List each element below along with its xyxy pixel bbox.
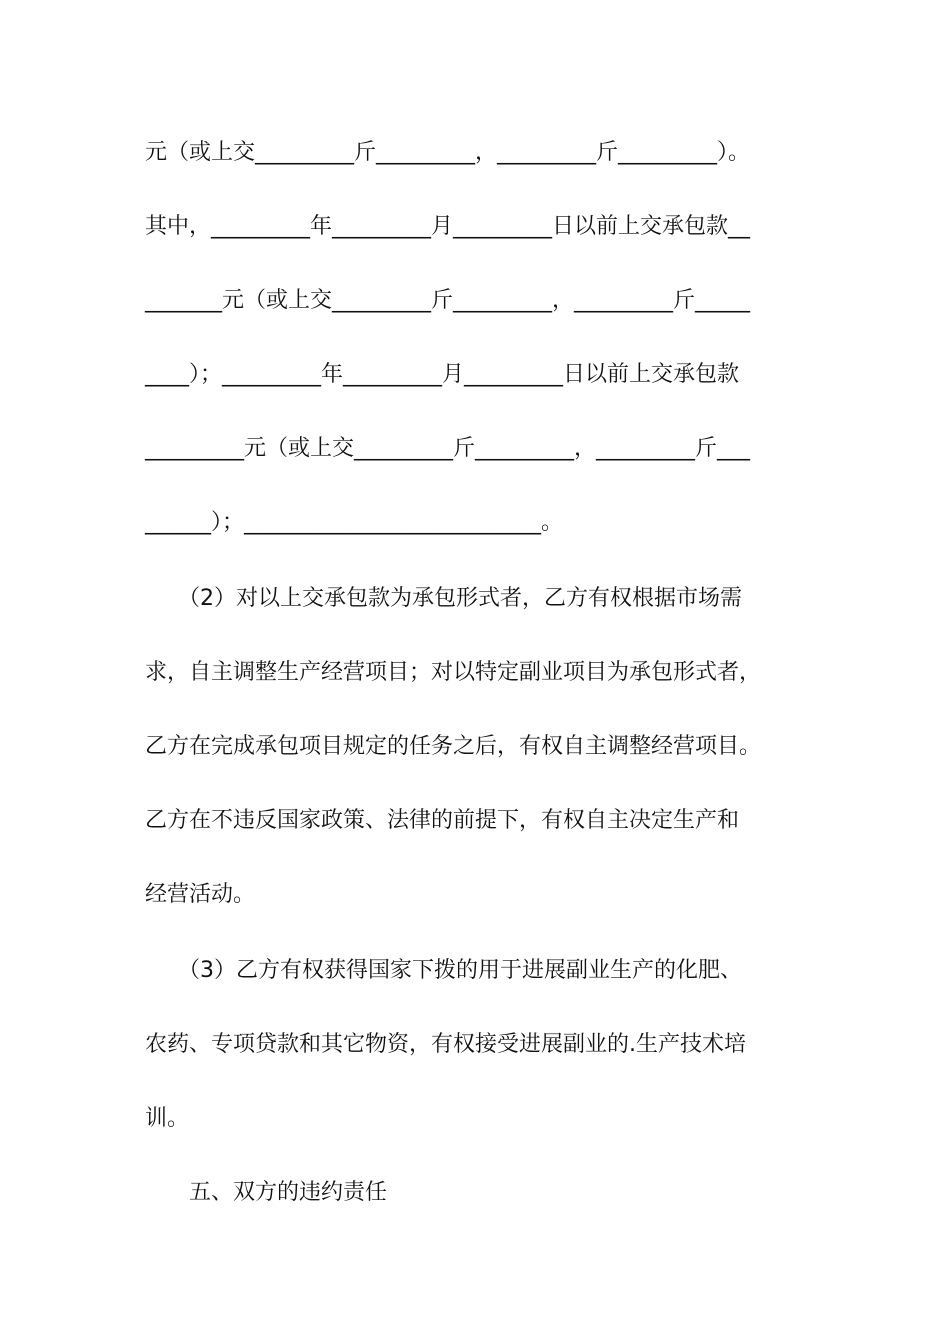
- section-heading-breach-liability: 五、双方的违约责任: [145, 1180, 388, 1205]
- text-line-4: ____）；_________年_________月_________日以前上交承包款: [145, 362, 740, 387]
- paragraph-3-line-1: （3）乙方有权获得国家下拨的用于进展副业生产的化肥、: [145, 958, 742, 983]
- paragraph-2-line-1: （2）对以上交承包款为承包形式者，乙方有权根据市场需: [145, 586, 742, 611]
- paragraph-3-line-2: 农药、专项贷款和其它物资，有权接受进展副业的.生产技术培: [145, 1032, 746, 1057]
- text-line-1: 元（或上交_________斤_________，_________斤_________）。: [145, 140, 751, 165]
- text-line-6: ______）；___________________________。: [145, 510, 564, 535]
- text-line-3: _______元（或上交_________斤_________，_________斤_____: [145, 288, 751, 313]
- paragraph-2-line-5: 经营活动。: [145, 882, 256, 907]
- paragraph-2-line-3: 乙方在完成承包项目规定的任务之后，有权自主调整经营项目。: [145, 734, 762, 759]
- text-line-2: 其中，_________年_________月_________日以前上交承包款__: [145, 214, 751, 239]
- text-line-5: _________元（或上交_________斤_________，_________斤___: [145, 436, 751, 461]
- paragraph-3-line-3: 训。: [145, 1106, 190, 1131]
- paragraph-2-line-4: 乙方在不违反国家政策、法律的前提下，有权自主决定生产和: [145, 808, 740, 833]
- paragraph-2-line-2: 求，自主调整生产经营项目；对以特定副业项目为承包形式者，: [145, 660, 762, 685]
